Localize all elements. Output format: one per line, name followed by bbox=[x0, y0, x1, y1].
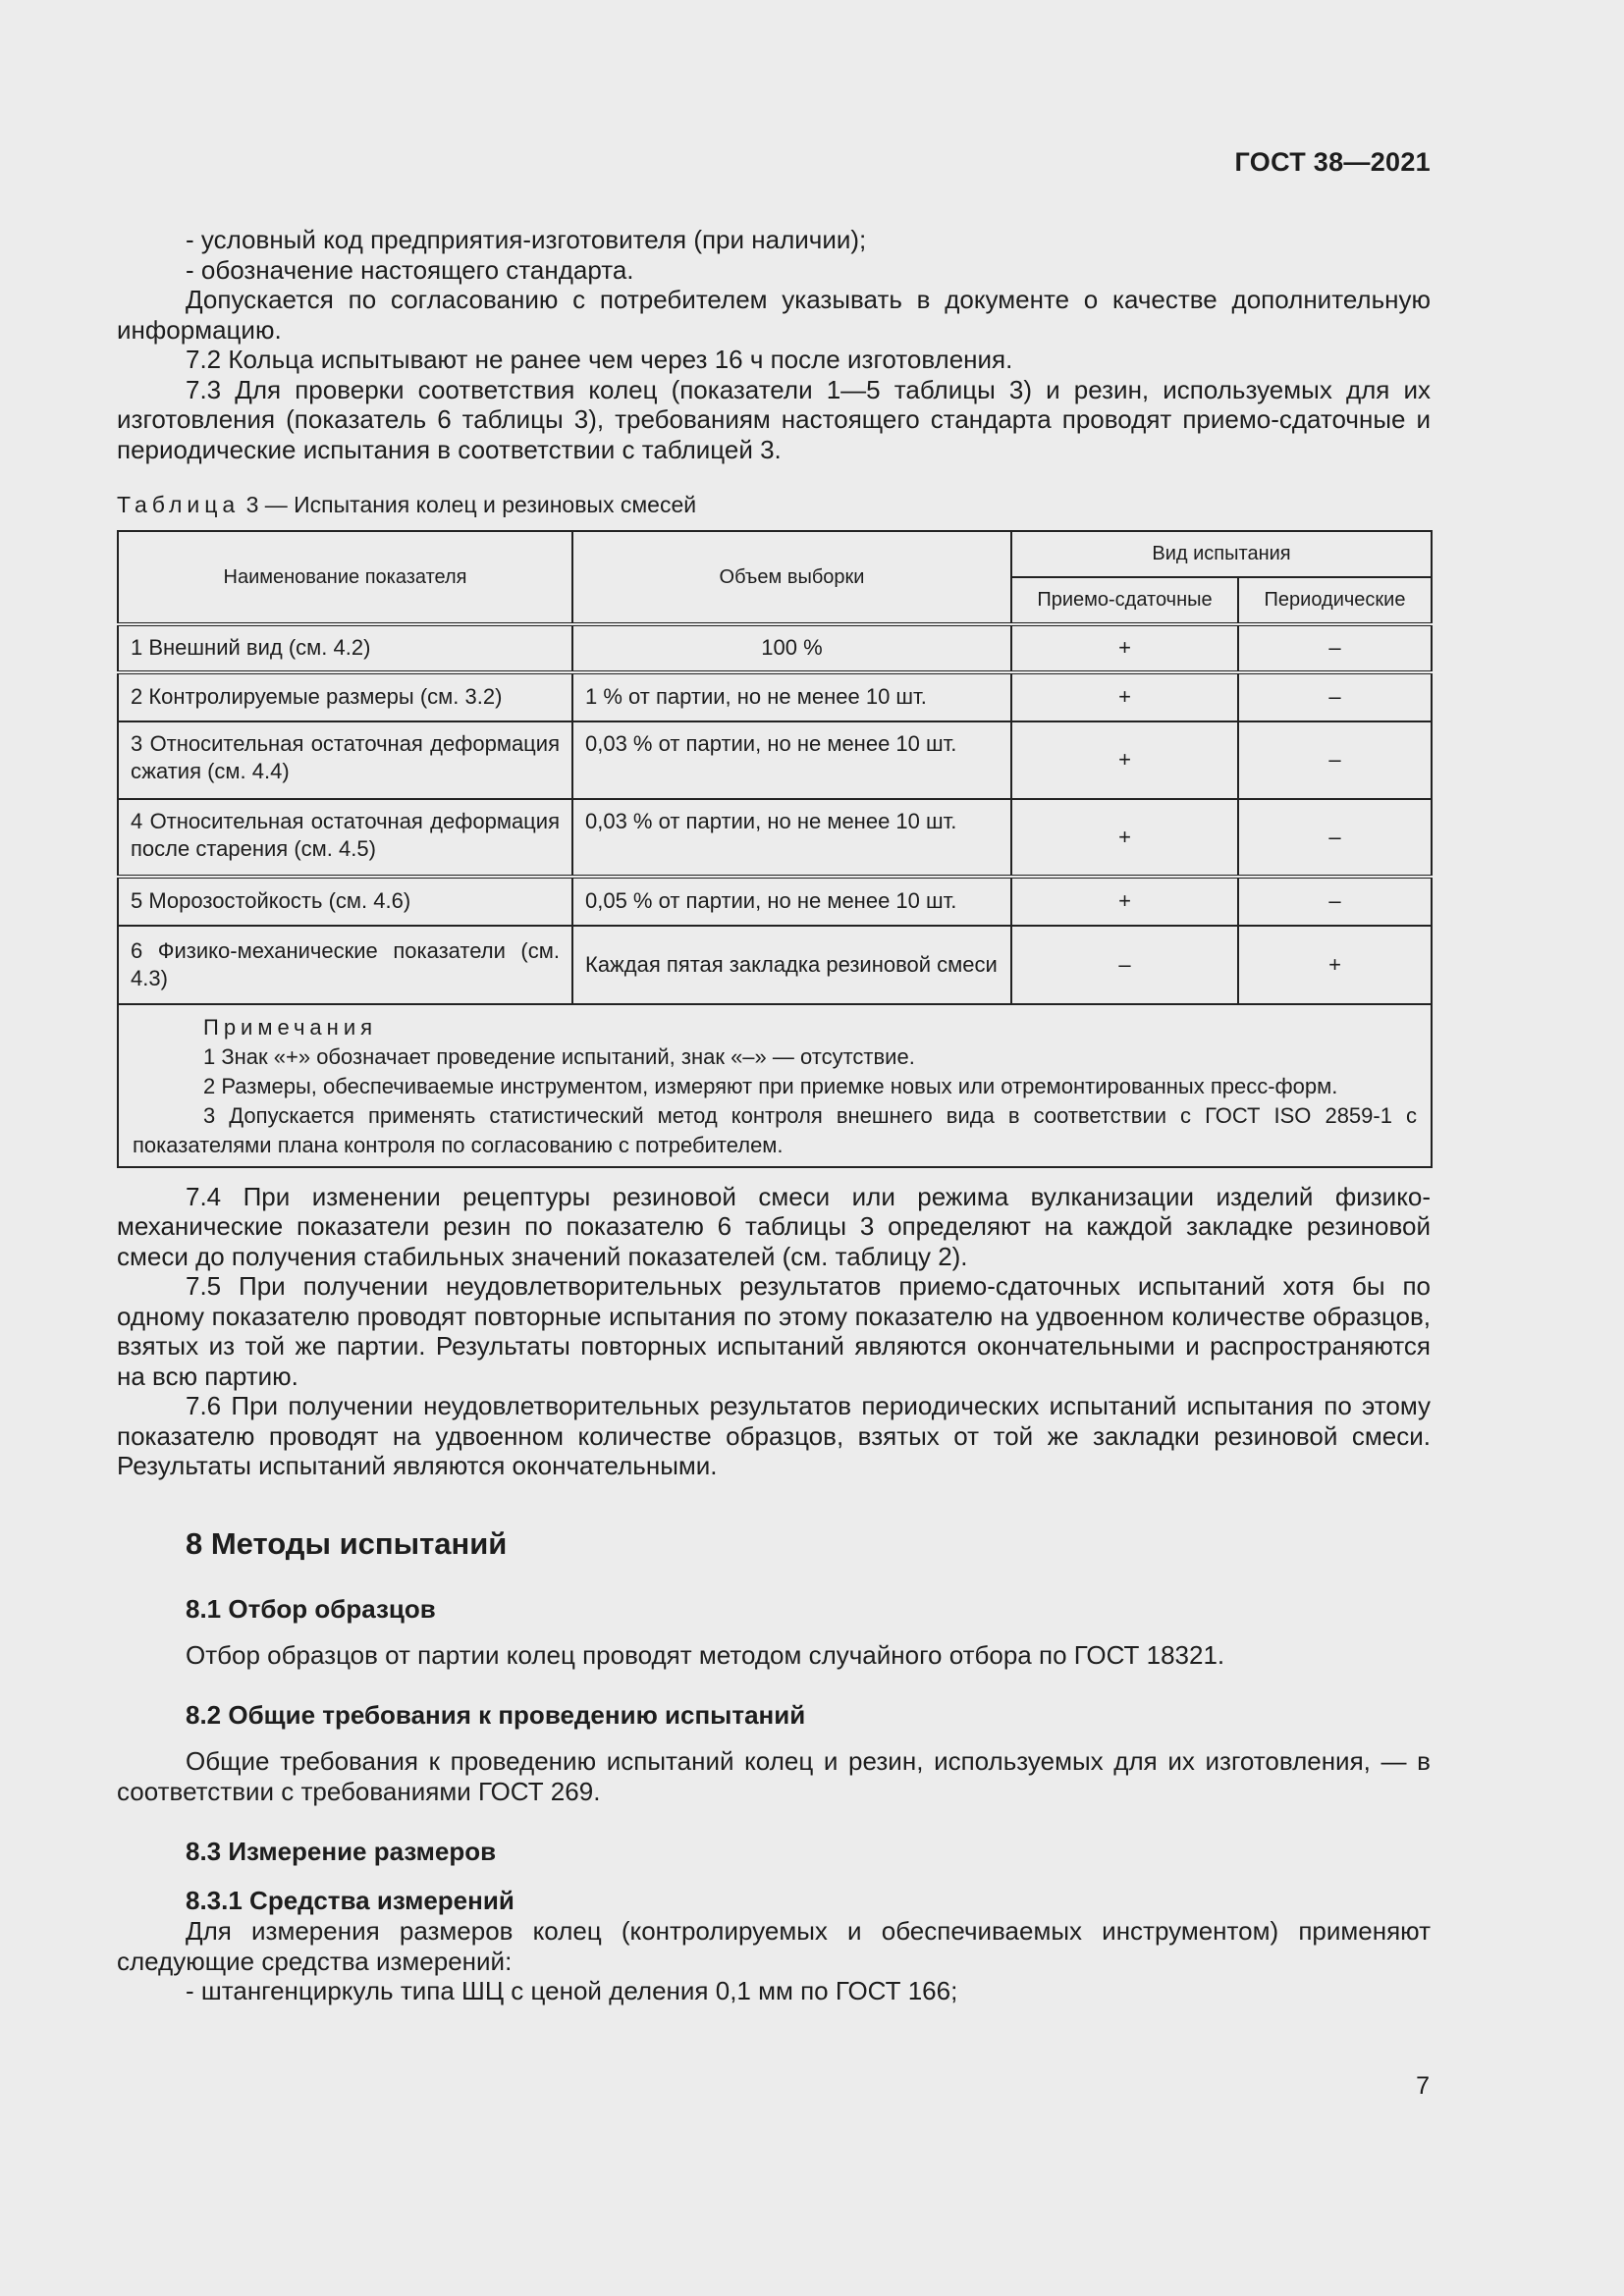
row-sample: 1 % от партии, но не менее 10 шт. bbox=[572, 672, 1011, 721]
section-8-1-title: 8.1 Отбор образцов bbox=[186, 1593, 436, 1624]
table-row bbox=[118, 672, 1432, 721]
table-caption-label: Таблица bbox=[117, 492, 241, 517]
paragraph: Допускается по согласованию с потребителем указывать в документе о качестве дополнительную информацию. bbox=[117, 285, 1431, 345]
row-acceptance: + bbox=[1011, 624, 1238, 672]
paragraph: 7.4 При изменении рецептуры резиновой смеси или режима вулканизации изделий физико-механические показатели резин по показателю 6 таблицы 3 определяют на каждой закладке резиновой смеси до получения стабильных значений показателей (см. таблицу 2). bbox=[117, 1181, 1431, 1271]
section-8-3-1-title: 8.3.1 Средства измерений bbox=[186, 1886, 514, 1915]
table-notes bbox=[118, 1004, 1432, 1167]
list-item: - штангенциркуль типа ШЦ с ценой деления 0,1 мм по ГОСТ 166; bbox=[186, 1976, 958, 2005]
row-sample: Каждая пятая закладка резиновой смеси bbox=[572, 926, 1011, 1004]
page-number: 7 bbox=[1416, 2072, 1430, 2100]
row-acceptance: + bbox=[1011, 721, 1238, 799]
header-name: Наименование показателя bbox=[118, 531, 572, 624]
row-name: 4 Относительная остаточная деформация после старения (см. 4.5) bbox=[118, 799, 572, 877]
note-item: 1 Знак «+» обозначает проведение испытаний, знак «–» — отсутствие. bbox=[203, 1043, 915, 1069]
table-row bbox=[118, 926, 1432, 1004]
row-acceptance: – bbox=[1011, 926, 1238, 1004]
notes-title: Примечания bbox=[203, 1014, 378, 1040]
table-caption-text: 3 — Испытания колец и резиновых смесей bbox=[245, 492, 697, 517]
row-name: 5 Морозостойкость (см. 4.6) bbox=[118, 877, 572, 926]
header-sample: Объем выборки bbox=[572, 531, 1011, 624]
row-periodic: – bbox=[1238, 624, 1432, 672]
row-acceptance: + bbox=[1011, 672, 1238, 721]
note-item: 2 Размеры, обеспечиваемые инструментом, измеряют при приемке новых или отремонтированных пресс-форм. bbox=[203, 1073, 1338, 1098]
row-periodic: – bbox=[1238, 721, 1432, 799]
row-periodic: + bbox=[1238, 926, 1432, 1004]
paragraph: Отбор образцов от партии колец проводят методом случайного отбора по ГОСТ 18321. bbox=[186, 1639, 1225, 1670]
header-periodic: Периодические bbox=[1238, 577, 1432, 624]
paragraph: - условный код предприятия-изготовителя (при наличии); bbox=[186, 225, 867, 254]
table-row bbox=[118, 799, 1432, 877]
standard-code: ГОСТ 38—2021 bbox=[1234, 147, 1431, 177]
row-name: 6 Физико-механические показатели (см. 4.3) bbox=[118, 926, 572, 1004]
table-row bbox=[118, 721, 1432, 799]
row-acceptance: + bbox=[1011, 877, 1238, 926]
table-row bbox=[118, 877, 1432, 926]
section-8-2-title: 8.2 Общие требования к проведению испытаний bbox=[186, 1700, 806, 1730]
paragraph: 7.6 При получении неудовлетворительных результатов периодических испытаний испытания по этому показателю проводят на удвоенном количестве образцов, взятых от той же закладки резиновой смеси. Результаты испытаний являются окончательными. bbox=[117, 1391, 1431, 1480]
row-acceptance: + bbox=[1011, 799, 1238, 877]
note-item: 3 Допускается применять статистический метод контроля внешнего вида в соответствии с ГОСТ ISO 2859-1 с показателями плана контроля по согласованию с потребителем. bbox=[133, 1102, 1418, 1157]
paragraph: Для измерения размеров колец (контролируемых и обеспечиваемых инструментом) применяют следующие средства измерений: bbox=[117, 1916, 1431, 1976]
row-sample: 100 % bbox=[572, 624, 1011, 672]
header-acceptance: Приемо-сдаточные bbox=[1011, 577, 1238, 624]
tests-table bbox=[117, 530, 1433, 1168]
row-name: 1 Внешний вид (см. 4.2) bbox=[118, 624, 572, 672]
table-row bbox=[118, 624, 1432, 672]
paragraph: 7.3 Для проверки соответствия колец (показатели 1—5 таблицы 3) и резин, используемых для их изготовления (показатель 6 таблицы 3), требованиям настоящего стандарта проводят приемо-сдаточные и периодические испытания в соответствии с таблицей 3. bbox=[117, 374, 1431, 464]
table-caption bbox=[117, 490, 1431, 520]
row-name: 3 Относительная остаточная деформация сжатия (см. 4.4) bbox=[118, 721, 572, 799]
row-sample: 0,03 % от партии, но не менее 10 шт. bbox=[572, 799, 1011, 877]
row-periodic: – bbox=[1238, 672, 1432, 721]
row-name: 2 Контролируемые размеры (см. 3.2) bbox=[118, 672, 572, 721]
paragraph: - обозначение настоящего стандарта. bbox=[186, 254, 634, 285]
page-content bbox=[117, 225, 1431, 2006]
paragraph: Общие требования к проведению испытаний колец и резин, используемых для их изготовления, — в соответствии с требованиями ГОСТ 269. bbox=[117, 1746, 1431, 1806]
paragraph: 7.5 При получении неудовлетворительных результатов приемо-сдаточных испытаний хотя бы по одному показателю проводят повторные испытания по этому показателю на удвоенном количестве образцов, взятых из той же партии. Результаты повторных испытаний являются окончательными и распространяются на всю партию. bbox=[117, 1271, 1431, 1391]
row-sample: 0,05 % от партии, но не менее 10 шт. bbox=[572, 877, 1011, 926]
section-8-3-title: 8.3 Измерение размеров bbox=[186, 1837, 497, 1866]
header-test-type: Вид испытания bbox=[1011, 531, 1432, 577]
row-periodic: – bbox=[1238, 877, 1432, 926]
row-periodic: – bbox=[1238, 799, 1432, 877]
row-sample: 0,03 % от партии, но не менее 10 шт. bbox=[572, 721, 1011, 799]
section-8-title: 8 Методы испытаний bbox=[186, 1525, 508, 1561]
paragraph: 7.2 Кольца испытывают не ранее чем через 16 ч после изготовления. bbox=[186, 345, 1013, 374]
